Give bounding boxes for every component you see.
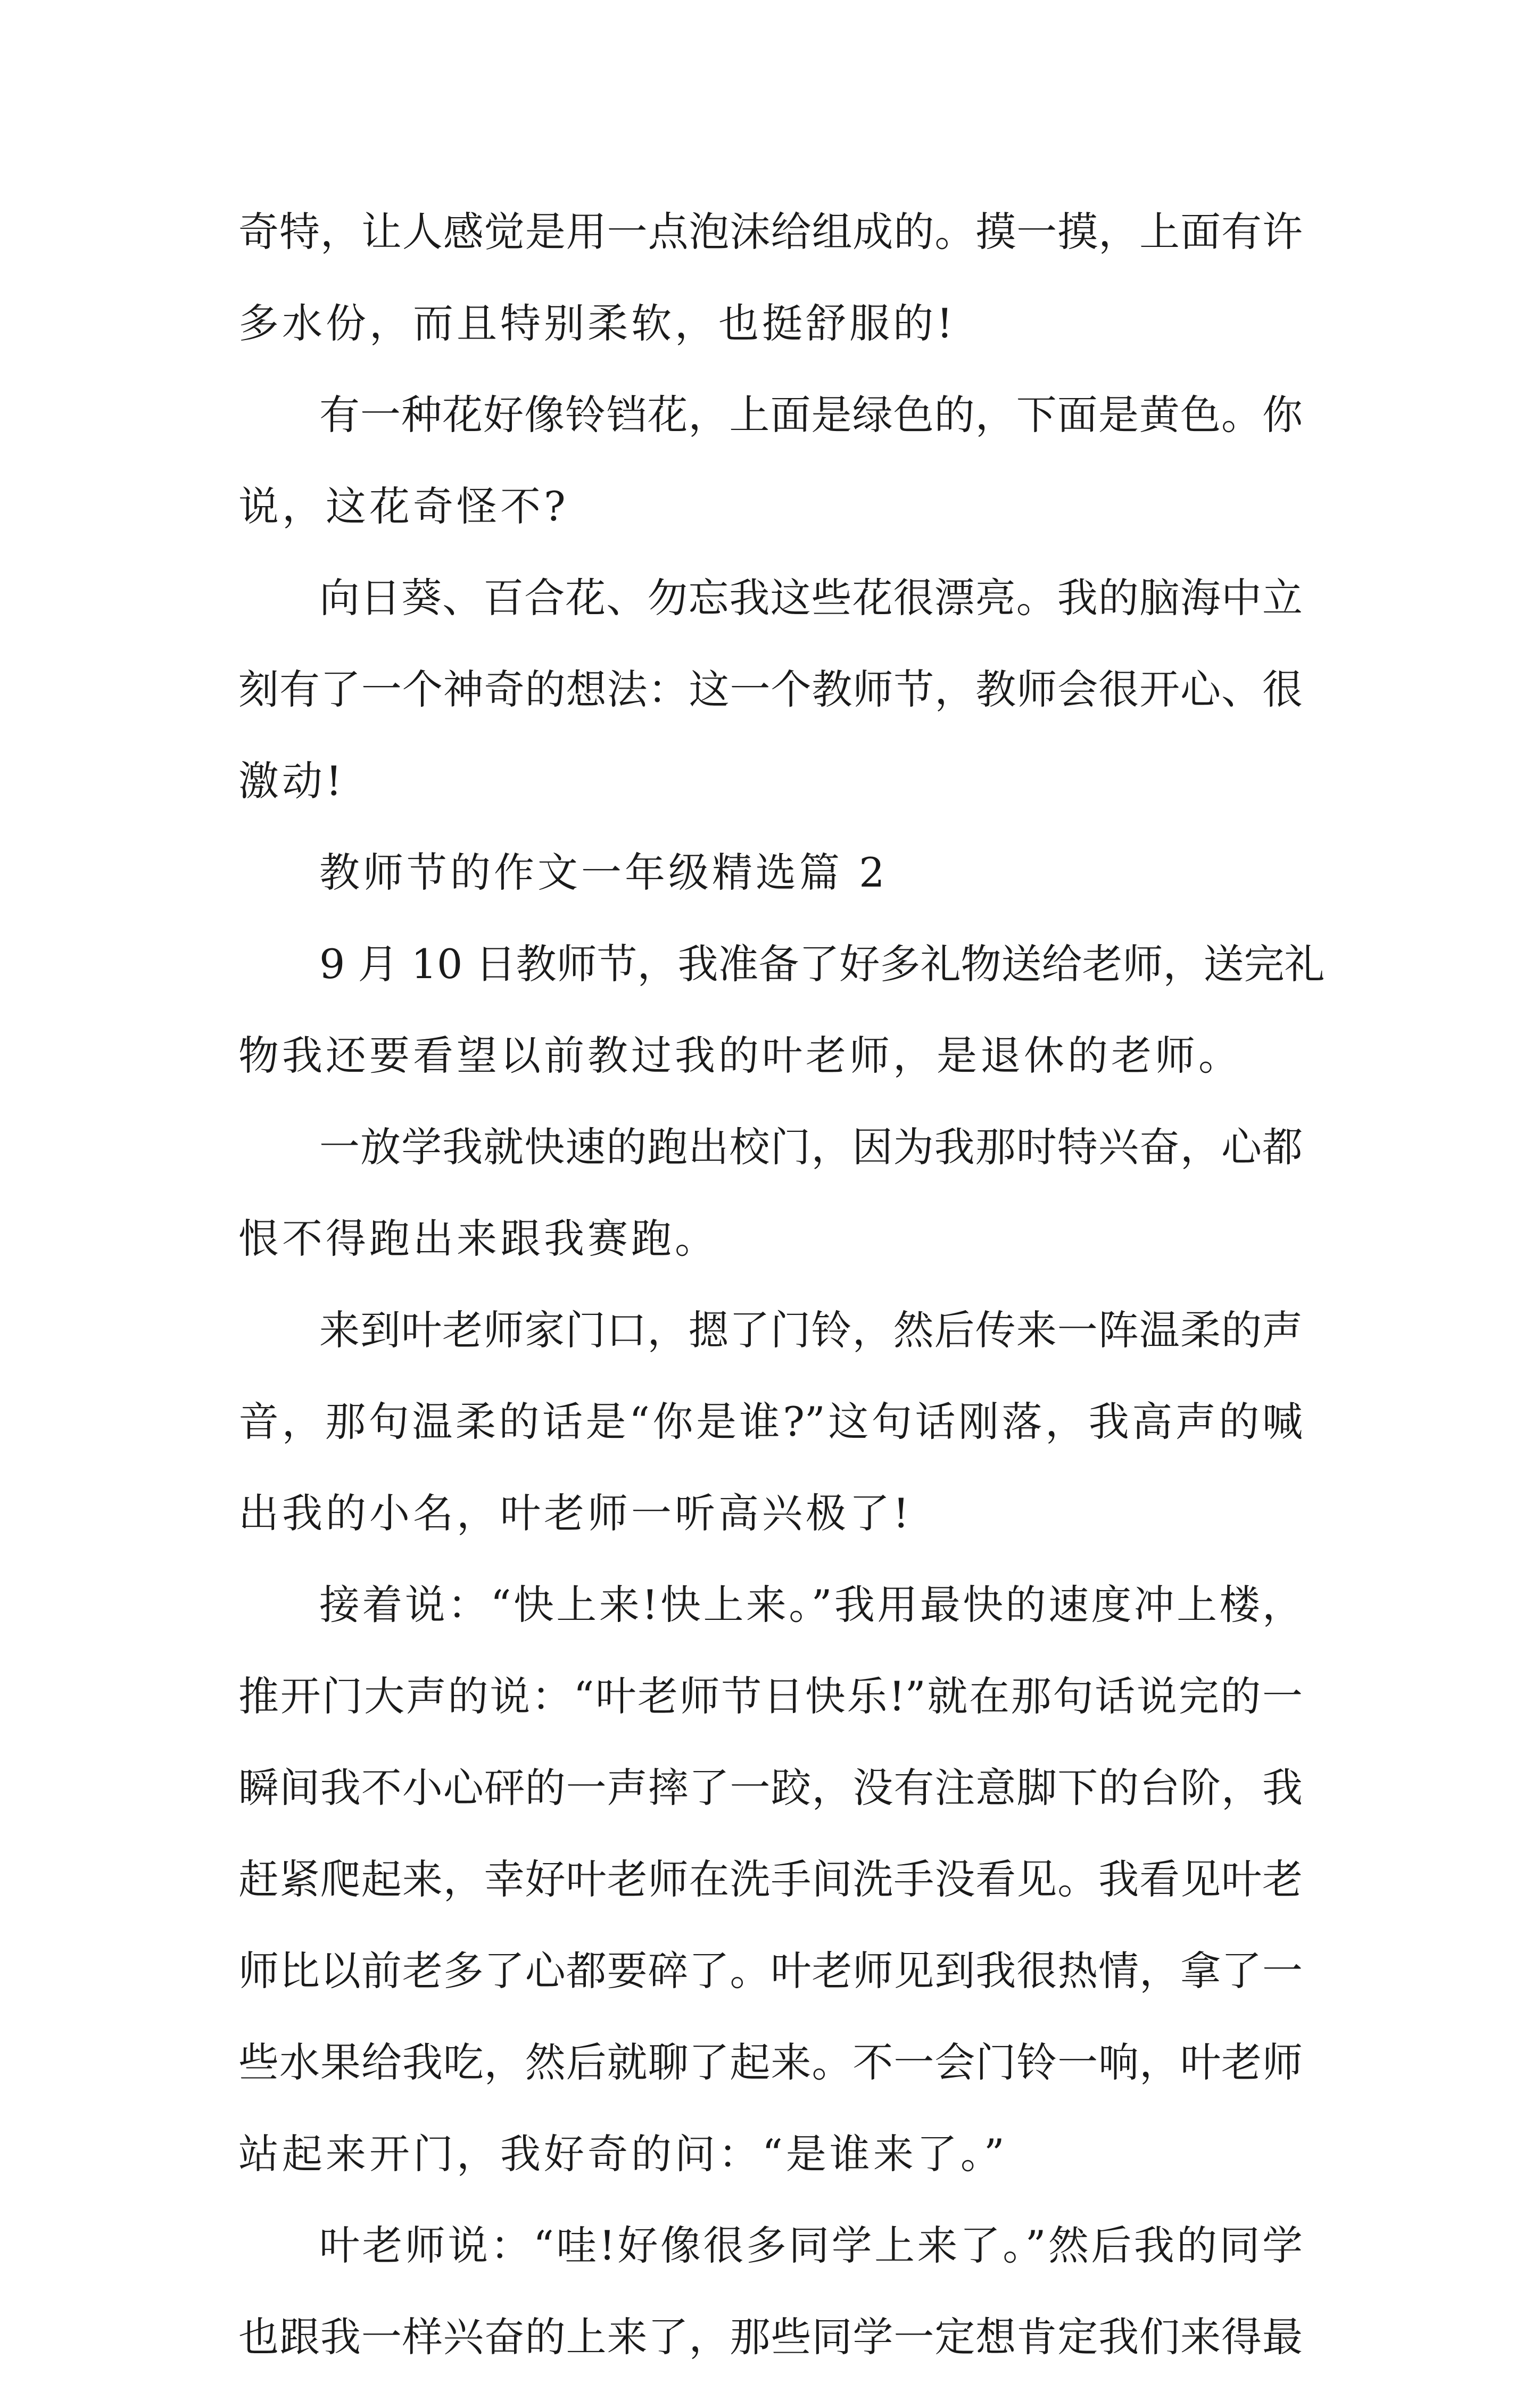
- text-line: 站起来开门，我好奇的问：“是谁来了。”: [238, 2130, 1008, 2178]
- text-line: 音，那句温柔的话是“你是谁?”这句话刚落，我高声的喊: [238, 1398, 1303, 1445]
- text-line: 师比以前老多了心都要碎了。叶老师见到我很热情，拿了一: [238, 1947, 1303, 1995]
- text-line: 9 月 10 日教师节，我准备了好多礼物送给老师，送完礼: [319, 940, 1325, 988]
- text-line: 激动!: [238, 757, 345, 805]
- text-line: 接着说：“快上来!快上来。”我用最快的速度冲上楼，: [319, 1581, 1303, 1628]
- text-line: 说，这花奇怪不?: [238, 483, 569, 530]
- document-body: [238, 186, 1325, 2383]
- text-line: 瞬间我不小心砰的一声摔了一跤，没有注意脚下的台阶，我: [238, 1764, 1303, 1811]
- text-line: 出我的小名，叶老师一听高兴极了!: [238, 1490, 913, 1537]
- text-line: 教师节的作文一年级精选篇 2: [319, 849, 888, 896]
- text-line: 恨不得跑出来跟我赛跑。: [238, 1215, 718, 1262]
- text-line: 赶紧爬起来，幸好叶老师在洗手间洗手没看见。我看见叶老: [238, 1856, 1303, 1903]
- text-line: 些水果给我吃，然后就聊了起来。不一会门铃一响，叶老师: [238, 2039, 1303, 2086]
- text-line: 叶老师说：“哇!好像很多同学上来了。”然后我的同学: [319, 2222, 1303, 2269]
- text-line: 一放学我就快速的跑出校门，因为我那时特兴奋，心都: [319, 1123, 1303, 1171]
- text-line: 向日葵、百合花、勿忘我这些花很漂亮。我的脑海中立: [319, 574, 1303, 622]
- text-line: 也跟我一样兴奋的上来了，那些同学一定想肯定我们来得最: [238, 2313, 1303, 2361]
- text-line: 推开门大声的说：“叶老师节日快乐!”就在那句话说完的一: [238, 1673, 1303, 1720]
- text-line: 有一种花好像铃铛花，上面是绿色的，下面是黄色。你: [319, 391, 1303, 438]
- text-line: 多水份，而且特别柔软，也挺舒服的!: [238, 300, 956, 347]
- text-line: 来到叶老师家门口，摁了门铃，然后传来一阵温柔的声: [319, 1306, 1303, 1354]
- text-line: 刻有了一个神奇的想法：这一个教师节，教师会很开心、很: [238, 666, 1303, 713]
- text-line: 物我还要看望以前教过我的叶老师，是退休的老师。: [238, 1032, 1242, 1079]
- text-line: 奇特，让人感觉是用一点泡沫给组成的。摸一摸，上面有许: [238, 208, 1303, 255]
